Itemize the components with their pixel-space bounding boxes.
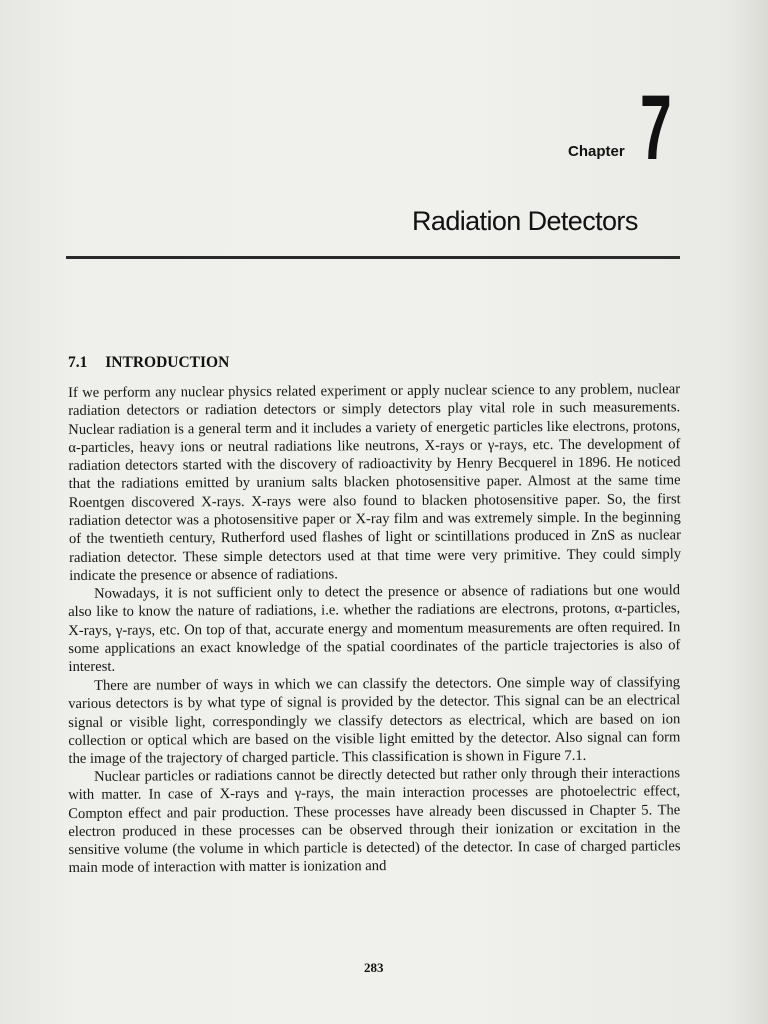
paragraph: If we perform any nuclear physics related experiment or apply nuclear science to any problem, nuclear radiation detectors or radiation detectors or simply detectors play vital role in such measurements. Nuclear radiation is a general term and it includes a variety of energetic particles like electrons, protons, α-particles, heavy ions or neutral radiations like neutrons, X-rays or γ-rays, etc. The development of radiation detectors started with the discovery of radioactivity by Henry Becquerel in 1896. He noticed that the radiations emitted by uranium salts blacken photosensitive paper. Almost at the same time Roentgen discovered X-rays. X-rays were also found to blacken photosensitive paper. So, the first radiation detector was a photosensitive paper or X-ray film and was extremely simple. In the beginning of the twentieth century, Rutherford used flashes of light or scintillations produced in ZnS as nuclear radiation detector. These simple detectors used at that time were very primitive. They could simply indicate the presence or absence of radiations. [68, 381, 682, 584]
chapter-label: Chapter [568, 143, 625, 160]
section-heading [68, 354, 229, 372]
page-edge-shadow [728, 0, 768, 1024]
title-rule [66, 256, 680, 259]
body-text [68, 381, 682, 878]
section-title: INTRODUCTION [105, 354, 230, 371]
chapter-number: 7 [640, 77, 672, 179]
paragraph: Nuclear particles or radiations cannot be directly detected but rather only through their interactions with matter. In case of X-rays and γ-rays, the main interaction processes are photoelectric effect, Compton effect and pair production. These processes have already been discussed in Chapter 5. The electron produced in these processes can be observed through their ionization or excitation in the sensitive volume (the volume in which particle is detected) of the detector. In case of charged particles main mode of interaction with matter is ionization and [68, 765, 681, 877]
paragraph: There are number of ways in which we can classify the detectors. One simple way of classifying various detectors is by what type of signal is provided by the detector. This signal can be an electrical signal or visible light, correspondingly we classify detectors as electrical, which are based on ion collection or optical which are based on the visible light emitted by the detector. Also signal can form the image of the trajectory of charged particle. This classification is shown in Figure 7.1. [68, 674, 681, 767]
page-number: 283 [364, 960, 384, 975]
paragraph: Nowadays, it is not sufficient only to detect the presence or absence of radiations but one would also like to know the nature of radiations, i.e. whether the radiations are electrons, protons, α-particles, X-rays, γ-rays, etc. On top of that, accurate energy and momentum measurements are often required. In some applications an exact knowledge of the spatial coordinates of the particle trajectories is also of interest. [68, 582, 681, 676]
chapter-title: Radiation Detectors [412, 206, 638, 236]
section-number: 7.1 [68, 354, 88, 371]
